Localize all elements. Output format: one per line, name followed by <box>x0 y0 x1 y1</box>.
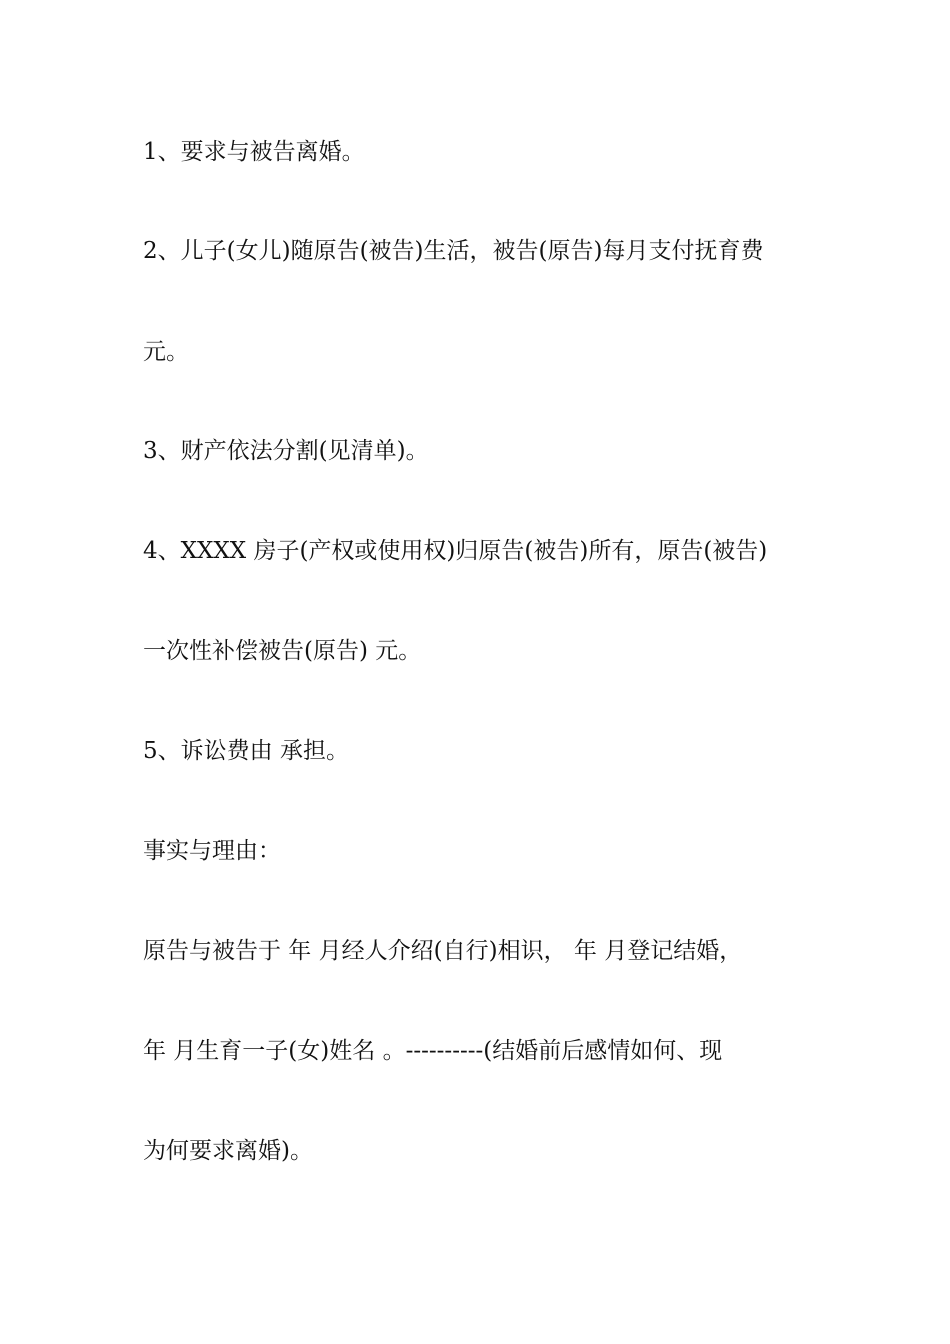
claim-item-4: 4、XXXX 房子(产权或使用权)归原告(被告)所有，原告(被告) <box>143 538 768 564</box>
claim-item-3: 3、财产依法分割(见清单)。 <box>143 438 429 464</box>
section-heading-facts-and-reasons: 事实与理由： <box>143 838 281 864</box>
claim-item-1: 1、要求与被告离婚。 <box>143 139 365 165</box>
claim-item-5: 5、诉讼费由 承担。 <box>143 738 349 764</box>
facts-paragraph-line-3: 为何要求离婚)。 <box>143 1138 313 1164</box>
claim-item-2-continued: 元。 <box>143 339 189 365</box>
claim-item-2: 2、儿子(女儿)随原告(被告)生活，被告(原告)每月支付抚育费 <box>143 238 764 264</box>
facts-paragraph-line-1: 原告与被告于 年 月经人介绍(自行)相识， 年 月登记结婚， <box>143 938 743 964</box>
facts-paragraph-line-2: 年 月生育一子(女)姓名 。----------(结婚前后感情如何、现 <box>143 1038 723 1064</box>
claim-item-4-continued: 一次性补偿被告(原告) 元。 <box>143 638 422 664</box>
